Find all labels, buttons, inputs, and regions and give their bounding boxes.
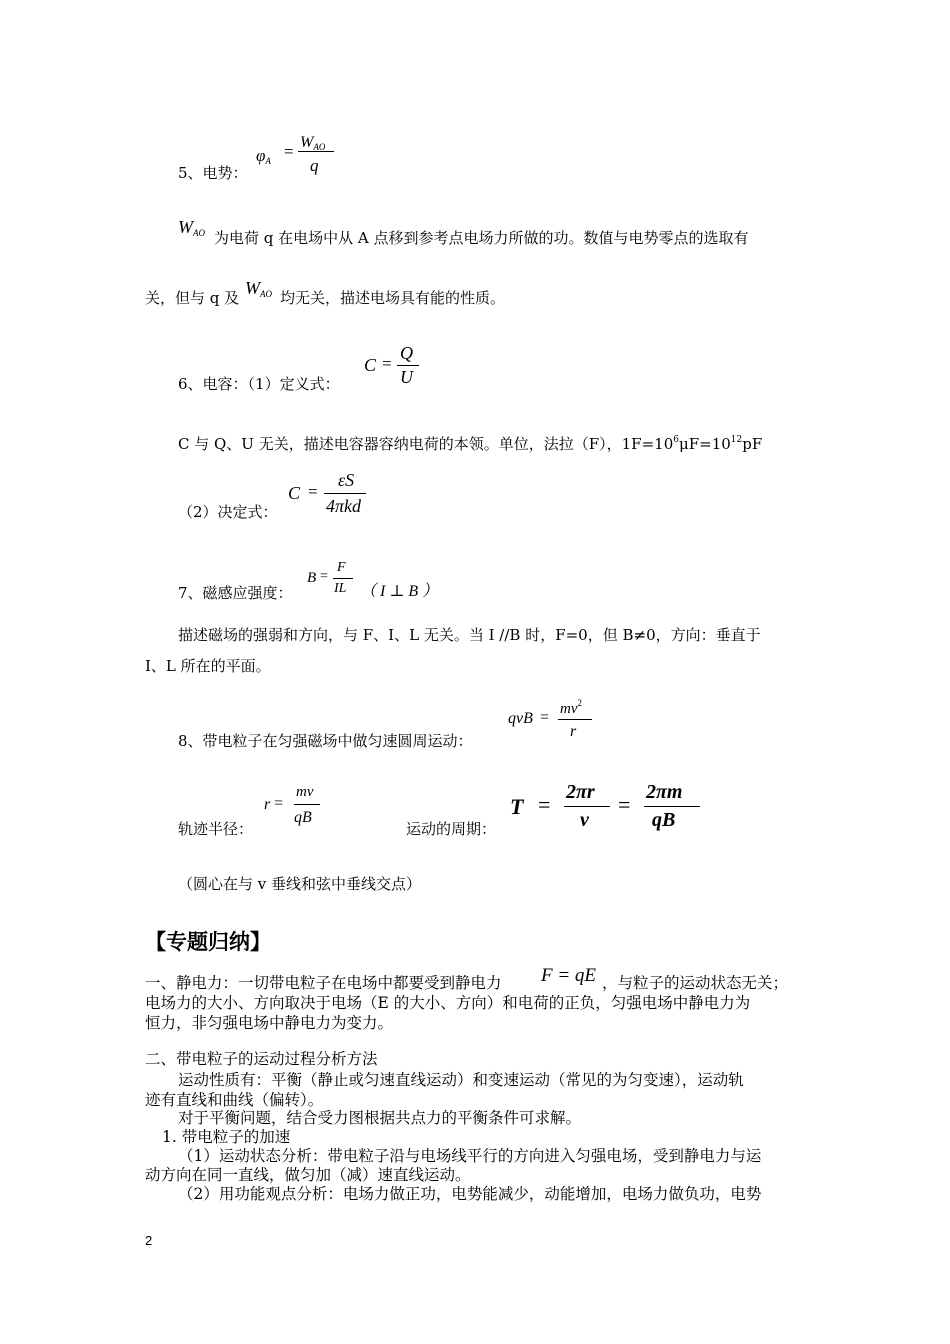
- summary-p3b: 迹有直线和曲线（偏转）。: [145, 1091, 324, 1109]
- formula-lhs: $\varphi_A$: [256, 146, 271, 166]
- item6-label2: （2）决定式：: [178, 503, 278, 521]
- summary-p1c: 电场力的大小、方向取决于电场（E 的大小、方向）和电荷的正负，匀强电场中静电力为: [145, 994, 751, 1012]
- radius-formula: r = mv qB: [264, 785, 324, 831]
- item5-desc-line2a: 关，但与 q 及: [145, 289, 240, 307]
- summary-p4: 对于平衡问题，结合受力图根据共点力的平衡条件可求解。: [178, 1109, 582, 1127]
- item5-desc-line2b: 均无关，描述电场具有能的性质。: [280, 289, 506, 307]
- w-ao-symbol-2: $W_{AO}$: [245, 278, 272, 299]
- section-heading: 【专题归纳】: [145, 930, 271, 954]
- summary-p1a: 一、静电力：一切带电粒子在电场中都要受到静电力: [145, 974, 502, 992]
- capacitance-definition: C = Q U: [364, 344, 424, 390]
- capacitance-determinant: C = εS 4πkd: [288, 471, 378, 519]
- item7-label: 7、磁感应强度：: [178, 584, 293, 602]
- magnetic-induction-formula: B = F IL: [307, 561, 357, 601]
- center-note: （圆心在与 v 垂线和弦中垂线交点）: [178, 875, 422, 893]
- summary-p6b: 动方向在同一直线，做匀加（减）速直线运动。: [145, 1166, 471, 1184]
- summary-p7: （2）用功能观点分析：电场力做正功，电势能减少，动能增加，电场力做负功，电势: [178, 1185, 762, 1203]
- item5-label: 5、电势：: [178, 164, 248, 182]
- item6-desc: C 与 Q、U 无关，描述电容器容纳电荷的本领。单位，法拉（F），$1F=10^6\mu F=10^{12}pF$: [178, 435, 763, 453]
- item7-desc1: 描述磁场的强弱和方向，与 F、I、L 无关。当 I //B 时，F=0，但 B≠0，方向：垂直于: [178, 626, 761, 644]
- summary-p2: 二、带电粒子的运动过程分析方法: [145, 1050, 378, 1068]
- period-formula: T = 2πr v = 2πm qB: [510, 782, 710, 834]
- potential-formula: [256, 135, 336, 180]
- formula-num: $W_{AO}$: [300, 134, 326, 152]
- summary-p5: 1. 带电粒子的加速: [162, 1128, 291, 1146]
- summary-p1b: ，与粒子的运动状态无关；: [602, 974, 789, 992]
- item8-label: 8、带电粒子在匀强磁场中做匀速圆周运动：: [178, 732, 473, 750]
- period-label: 运动的周期：: [406, 820, 497, 838]
- formula-eq: =: [284, 142, 294, 161]
- radius-label: 轨迹半径：: [178, 820, 254, 838]
- summary-p3a: 运动性质有：平衡（静止或匀速直线运动）和变速运动（常见的为匀变速），运动轨: [178, 1071, 744, 1089]
- page-number: 2: [145, 1233, 153, 1248]
- item7-desc2: I、L 所在的平面。: [145, 657, 271, 675]
- w-ao-symbol: $W_{AO}$: [178, 217, 205, 238]
- summary-p1d: 恒力，非匀强电场中静电力为变力。: [145, 1014, 394, 1032]
- circular-motion-formula: qvB = $mv^2$ r: [508, 697, 598, 745]
- perpendicular-condition: （ I ⊥ B ）: [360, 583, 439, 600]
- summary-p6a: （1）运动状态分析：带电粒子沿与电场线平行的方向进入匀强电场，受到静电力与运: [178, 1147, 762, 1165]
- item6-label: 6、电容：（1）定义式：: [178, 375, 340, 393]
- electrostatic-force-formula: F = qE: [541, 965, 597, 986]
- item5-desc-line1: 为电荷 q 在电场中从 A 点移到参考点电场力所做的功。数值与电势零点的选取有: [214, 229, 749, 247]
- formula-den: q: [310, 156, 319, 175]
